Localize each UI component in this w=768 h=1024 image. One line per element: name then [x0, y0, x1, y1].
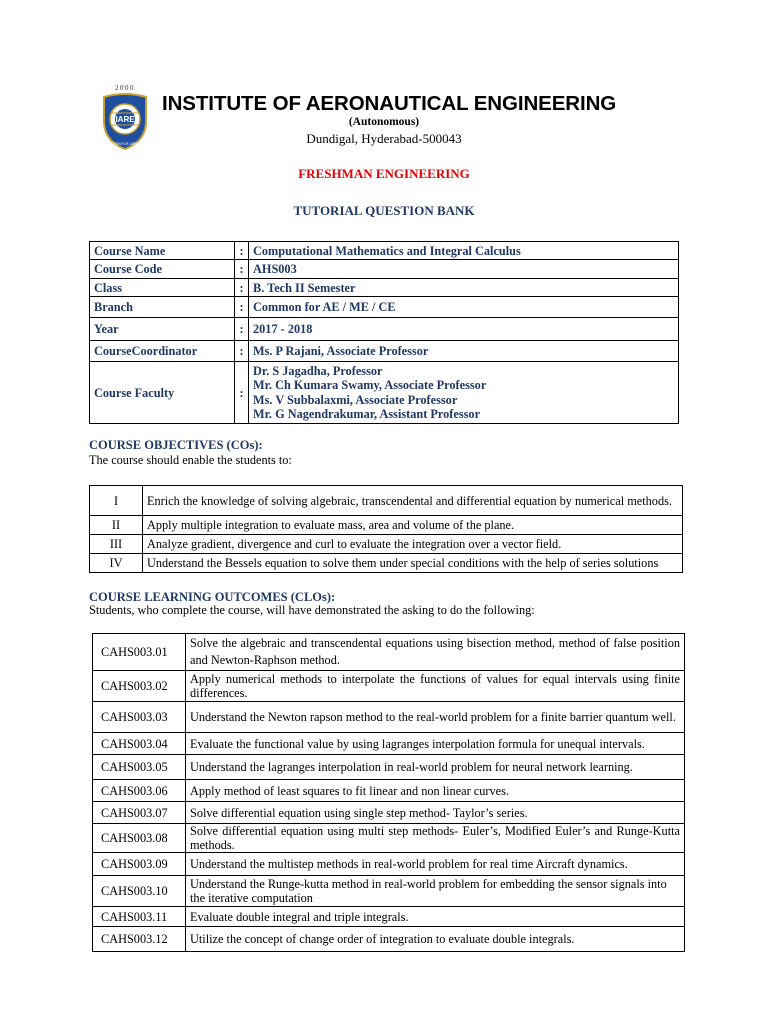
info-value: 2017 - 2018 [249, 318, 679, 341]
outcome-code: CAHS003.11 [93, 907, 186, 927]
table-row [90, 554, 683, 573]
info-separator: : [235, 297, 249, 318]
info-value: B. Tech II Semester [249, 279, 679, 297]
table-row [93, 927, 685, 952]
info-label: CourseCoordinator [90, 341, 235, 362]
objective-number: I [90, 486, 143, 516]
info-value: Computational Mathematics and Integral Calculus [249, 242, 679, 260]
institute-name: INSTITUTE OF AERONAUTICAL ENGINEERING [162, 92, 617, 115]
table-row [93, 733, 685, 755]
outcome-text: Solve differential equation using multi step methods- Euler’s, Modified Euler’s and Runge-Kutta methods. [186, 824, 685, 853]
table-row [90, 242, 679, 260]
course-info-table [89, 241, 679, 424]
autonomous-label: (Autonomous) [348, 116, 420, 128]
outcome-text: Understand the multistep methods in real-world problem for real time Aircraft dynamics. [186, 853, 685, 876]
table-row [90, 297, 679, 318]
outcome-text: Evaluate the functional value by using lagranges interpolation formula for unequal intervals. [186, 733, 685, 755]
outcome-code: CAHS003.09 [93, 853, 186, 876]
table-row [93, 780, 685, 802]
outcome-text: Evaluate double integral and triple integrals. [186, 907, 685, 927]
faculty-member: Mr. G Nagendrakumar, Assistant Professor [253, 407, 481, 421]
info-separator: : [235, 242, 249, 260]
logo-year: 2000 [115, 84, 135, 92]
objective-number: IV [90, 554, 143, 573]
table-row [93, 824, 685, 853]
outcome-text: Solve differential equation using single step method- Taylor’s series. [186, 802, 685, 824]
outcome-code: CAHS003.03 [93, 702, 186, 733]
info-value: Common for AE / ME / CE [249, 297, 679, 318]
table-row [93, 755, 685, 780]
info-label: Branch [90, 297, 235, 318]
outcome-code: CAHS003.01 [93, 634, 186, 671]
objective-number: III [90, 535, 143, 554]
table-row [90, 318, 679, 341]
info-label: Course Name [90, 242, 235, 260]
logo-text: IARE [115, 115, 135, 124]
outcome-code: CAHS003.05 [93, 755, 186, 780]
table-row [93, 634, 685, 671]
objectives-heading: COURSE OBJECTIVES (COs): [89, 438, 263, 452]
info-label: Course Code [90, 260, 235, 279]
table-row [90, 260, 679, 279]
outcome-text: Utilize the concept of change order of integration to evaluate double integrals. [186, 927, 685, 952]
info-value: AHS003 [249, 260, 679, 279]
info-separator: : [235, 318, 249, 341]
objective-text: Apply multiple integration to evaluate mass, area and volume of the plane. [143, 516, 683, 535]
outcome-code: CAHS003.08 [93, 824, 186, 853]
faculty-member: Ms. V Subbalaxmi, Associate Professor [253, 392, 458, 407]
info-separator: : [235, 260, 249, 279]
faculty-member: Mr. Ch Kumara Swamy, Associate Professor [253, 378, 487, 392]
info-label: Course Faculty [90, 362, 235, 424]
outcome-code: CAHS003.02 [93, 671, 186, 702]
outcome-text: Solve the algebraic and transcendental equations using bisection method, method of false position and Newton-Raphson method. [186, 634, 685, 671]
outcomes-heading: COURSE LEARNING OUTCOMES (CLOs): [89, 590, 336, 604]
page-header [0, 0, 768, 150]
table-row [90, 535, 683, 554]
table-row [93, 802, 685, 824]
logo-motto: EDUCATION FOR LIBERATION [102, 142, 148, 146]
outcome-code: CAHS003.06 [93, 780, 186, 802]
objective-text: Analyze gradient, divergence and curl to evaluate the integration over a vector field. [143, 535, 683, 554]
table-row [90, 362, 679, 424]
objectives-table [89, 485, 683, 573]
outcome-text: Apply method of least squares to fit linear and non linear curves. [186, 780, 685, 802]
info-separator: : [235, 362, 249, 424]
objectives-intro: The course should enable the students to: [89, 453, 292, 467]
outcomes-table [92, 633, 685, 952]
outcome-code: CAHS003.04 [93, 733, 186, 755]
table-row [93, 907, 685, 927]
department-title: FRESHMAN ENGINEERING [298, 166, 470, 181]
objective-text: Enrich the knowledge of solving algebraic, transcendental and differential equation by numerical methods. [143, 486, 683, 516]
objective-text: Understand the Bessels equation to solve them under special conditions with the help of series solutions [143, 554, 683, 573]
table-row [93, 876, 685, 907]
info-value-faculty [249, 362, 679, 424]
outcomes-intro: Students, who complete the course, will have demonstrated the asking to do the following: [89, 603, 535, 617]
table-row [93, 671, 685, 702]
document-title: TUTORIAL QUESTION BANK [293, 203, 475, 218]
table-row [90, 486, 683, 516]
table-row [90, 279, 679, 297]
info-label: Class [90, 279, 235, 297]
info-separator: : [235, 279, 249, 297]
institute-address: Dundigal, Hyderabad-500043 [306, 131, 462, 146]
outcome-text: Understand the lagranges interpolation in real-world problem for neural network learning. [186, 755, 685, 780]
table-row [90, 516, 683, 535]
outcome-code: CAHS003.07 [93, 802, 186, 824]
outcome-text: Apply numerical methods to interpolate the functions of values for equal intervals using finite differences. [186, 671, 685, 702]
faculty-member: Dr. S Jagadha, Professor [253, 363, 383, 378]
info-label: Year [90, 318, 235, 341]
outcome-code: CAHS003.10 [93, 876, 186, 907]
outcome-text: Understand the Newton rapson method to the real-world problem for a finite barrier quantum well. [186, 702, 685, 733]
info-separator: : [235, 341, 249, 362]
table-row [93, 702, 685, 733]
table-row [90, 341, 679, 362]
table-row [93, 853, 685, 876]
outcome-code: CAHS003.12 [93, 927, 186, 952]
objective-number: II [90, 516, 143, 535]
outcome-text: Understand the Runge-kutta method in real-world problem for embedding the sensor signals into the iterative computation [186, 876, 685, 907]
info-value: Ms. P Rajani, Associate Professor [249, 341, 679, 362]
